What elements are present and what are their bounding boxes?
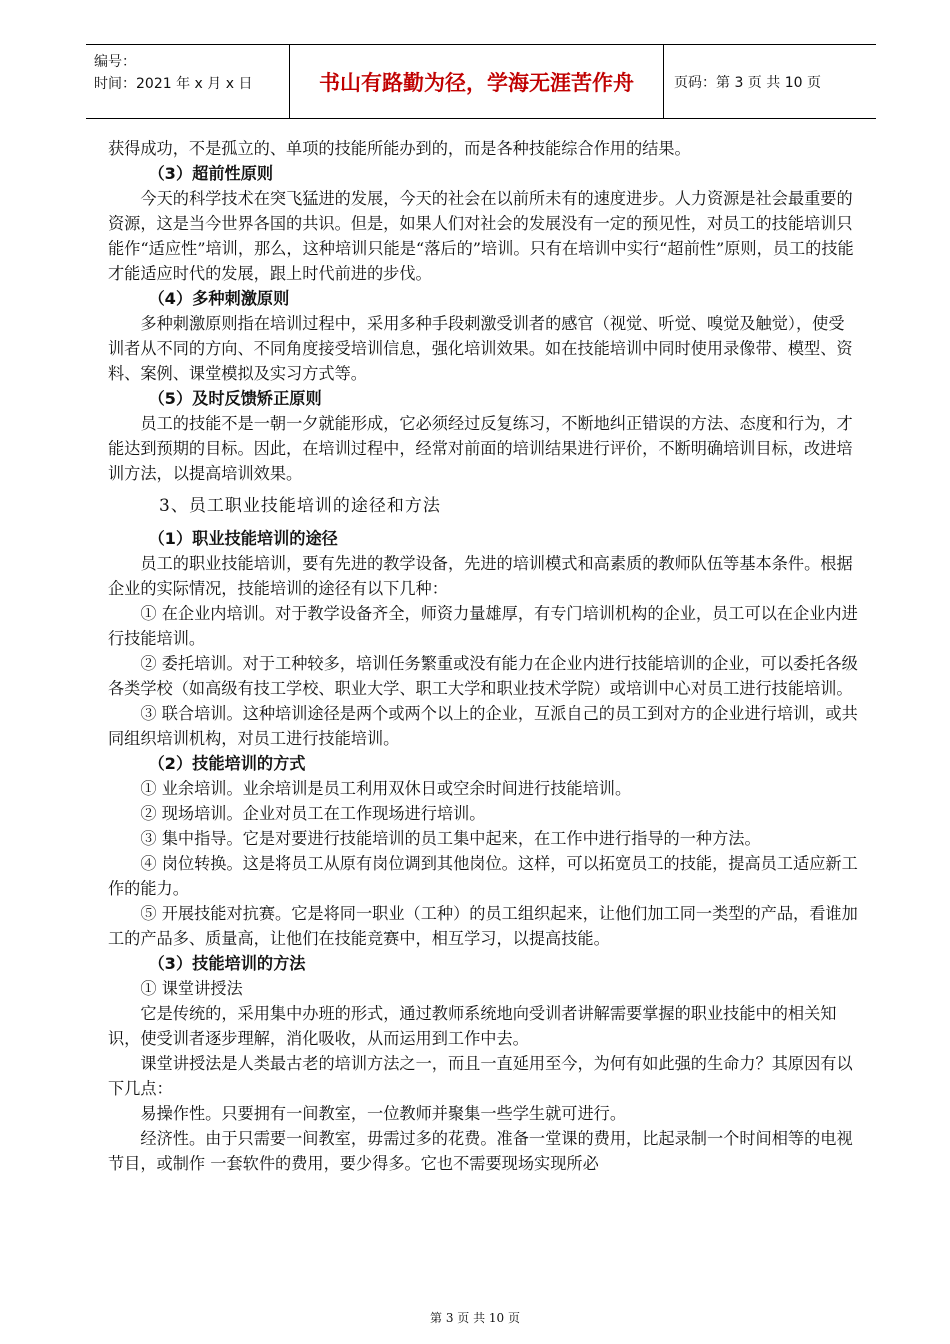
subheading: （2）技能培训的方式 (148, 754, 306, 773)
subheading: （4）多种刺激原则 (148, 289, 290, 308)
subheading: （1）职业技能培训的途径 (148, 529, 338, 548)
subheading: （3）技能培训的方法 (148, 954, 306, 973)
list-item: ① 业余培训。业余培训是员工利用双休日或空余时间进行技能培训。 (140, 779, 632, 798)
header-meta (94, 51, 252, 95)
section-heading: 3、员工职业技能培训的途径和方法 (159, 496, 441, 516)
list-item: ① 课堂讲授法 (140, 979, 243, 998)
list-item: ④ 岗位转换。这是将员工从原有岗位调到其他岗位。这样，可以拓宽员工的技能，提高员工适应新工作的能力。 (108, 854, 858, 898)
footer-page-number: 第 3 页 共 10 页 (430, 1311, 520, 1325)
paragraph: 易操作性。只要拥有一间教室，一位教师并聚集一些学生就可进行。 (140, 1104, 627, 1123)
list-item: ③ 集中指导。它是对要进行技能培训的员工集中起来，在工作中进行指导的一种方法。 (140, 829, 761, 848)
subheading: （3）超前性原则 (148, 164, 274, 183)
list-item: ⑤ 开展技能对抗赛。它是将同一职业（工种）的员工组织起来，让他们加工同一类型的产品，看谁加工的产品多、质量高，让他们在技能竞赛中，相互学习，以提高技能。 (108, 904, 858, 948)
header-page-indicator: 页码：第 3 页 共 10 页 (674, 74, 821, 91)
paragraph: 经济性。由于只需要一间教室，毋需过多的花费。准备一堂课的费用，比起录制一个时间相等的电视节目，或制作 一套软件的费用，要少得多。它也不需要现场实现所必 (108, 1129, 853, 1173)
document-number: 编号： (94, 54, 136, 70)
subheading: （5）及时反馈矫正原则 (148, 389, 322, 408)
page-footer (0, 1309, 950, 1326)
paragraph: 多种刺激原则指在培训过程中，采用多种手段刺激受训者的感官（视觉、听觉、嗅觉及触觉），使受训者从不同的方向、不同角度接受培训信息，强化培训效果。如在技能培训中同时使用录像带、模型、资料、案例、课堂模拟及实习方式等。 (108, 314, 853, 383)
list-item: ② 现场培训。企业对员工在工作现场进行培训。 (140, 804, 486, 823)
list-item: ② 委托培训。对于工种较多，培训任务繁重或没有能力在企业内进行技能培训的企业，可以委托各级各类学校（如高级有技工学校、职业大学、职工大学和职业技术学院）或培训中心对员工进行技能培训。 (108, 654, 858, 698)
header-motto-cell (289, 45, 664, 118)
document-date: 时间：2021 年 x 月 x 日 (94, 76, 253, 92)
page-header (86, 44, 876, 119)
paragraph: 它是传统的，采用集中办班的形式，通过教师系统地向受训者讲解需要掌握的职业技能中的相关知识，使受训者逐步理解，消化吸收，从而运用到工作中去。 (108, 1004, 837, 1048)
paragraph: 员工的技能不是一朝一夕就能形成，它必须经过反复练习，不断地纠正错误的方法、态度和行为，才能达到预期的目标。因此，在培训过程中，经常对前面的培训结果进行评价，不断明确培训目标，改进培训方法，以提高培训效果。 (108, 414, 853, 483)
paragraph: 获得成功，不是孤立的、单项的技能所能办到的，而是各种技能综合作用的结果。 (108, 139, 691, 158)
list-item: ① 在企业内培训。对于教学设备齐全，师资力量雄厚，有专门培训机构的企业，员工可以在企业内进行技能培训。 (108, 604, 858, 648)
paragraph: 今天的科学技术在突飞猛进的发展，今天的社会在以前所未有的速度进步。人力资源是社会最重要的资源，这是当今世界各国的共识。但是，如果人们对社会的发展没有一定的预见性，对员工的技能培训只能作“适应性”培训，那么，这种培训只能是“落后的”培训。只有在培训中实行“超前性”原则，员工的技能才能适应时代的发展，跟上时代前进的步伐。 (108, 189, 854, 283)
paragraph: 员工的职业技能培训，要有先进的教学设备，先进的培训模式和高素质的教师队伍等基本条件。根据企业的实际情况，技能培训的途径有以下几种： (108, 554, 853, 598)
document-body (108, 136, 860, 1176)
list-item: ③ 联合培训。这种培训途径是两个或两个以上的企业，互派自己的员工到对方的企业进行培训，或共同组织培训机构，对员工进行技能培训。 (108, 704, 858, 748)
paragraph: 课堂讲授法是人类最古老的培训方法之一，而且一直延用至今，为何有如此强的生命力？其原因有以下几点： (108, 1054, 853, 1098)
header-motto: 书山有路勤为径，学海无涯苦作舟 (319, 70, 634, 95)
